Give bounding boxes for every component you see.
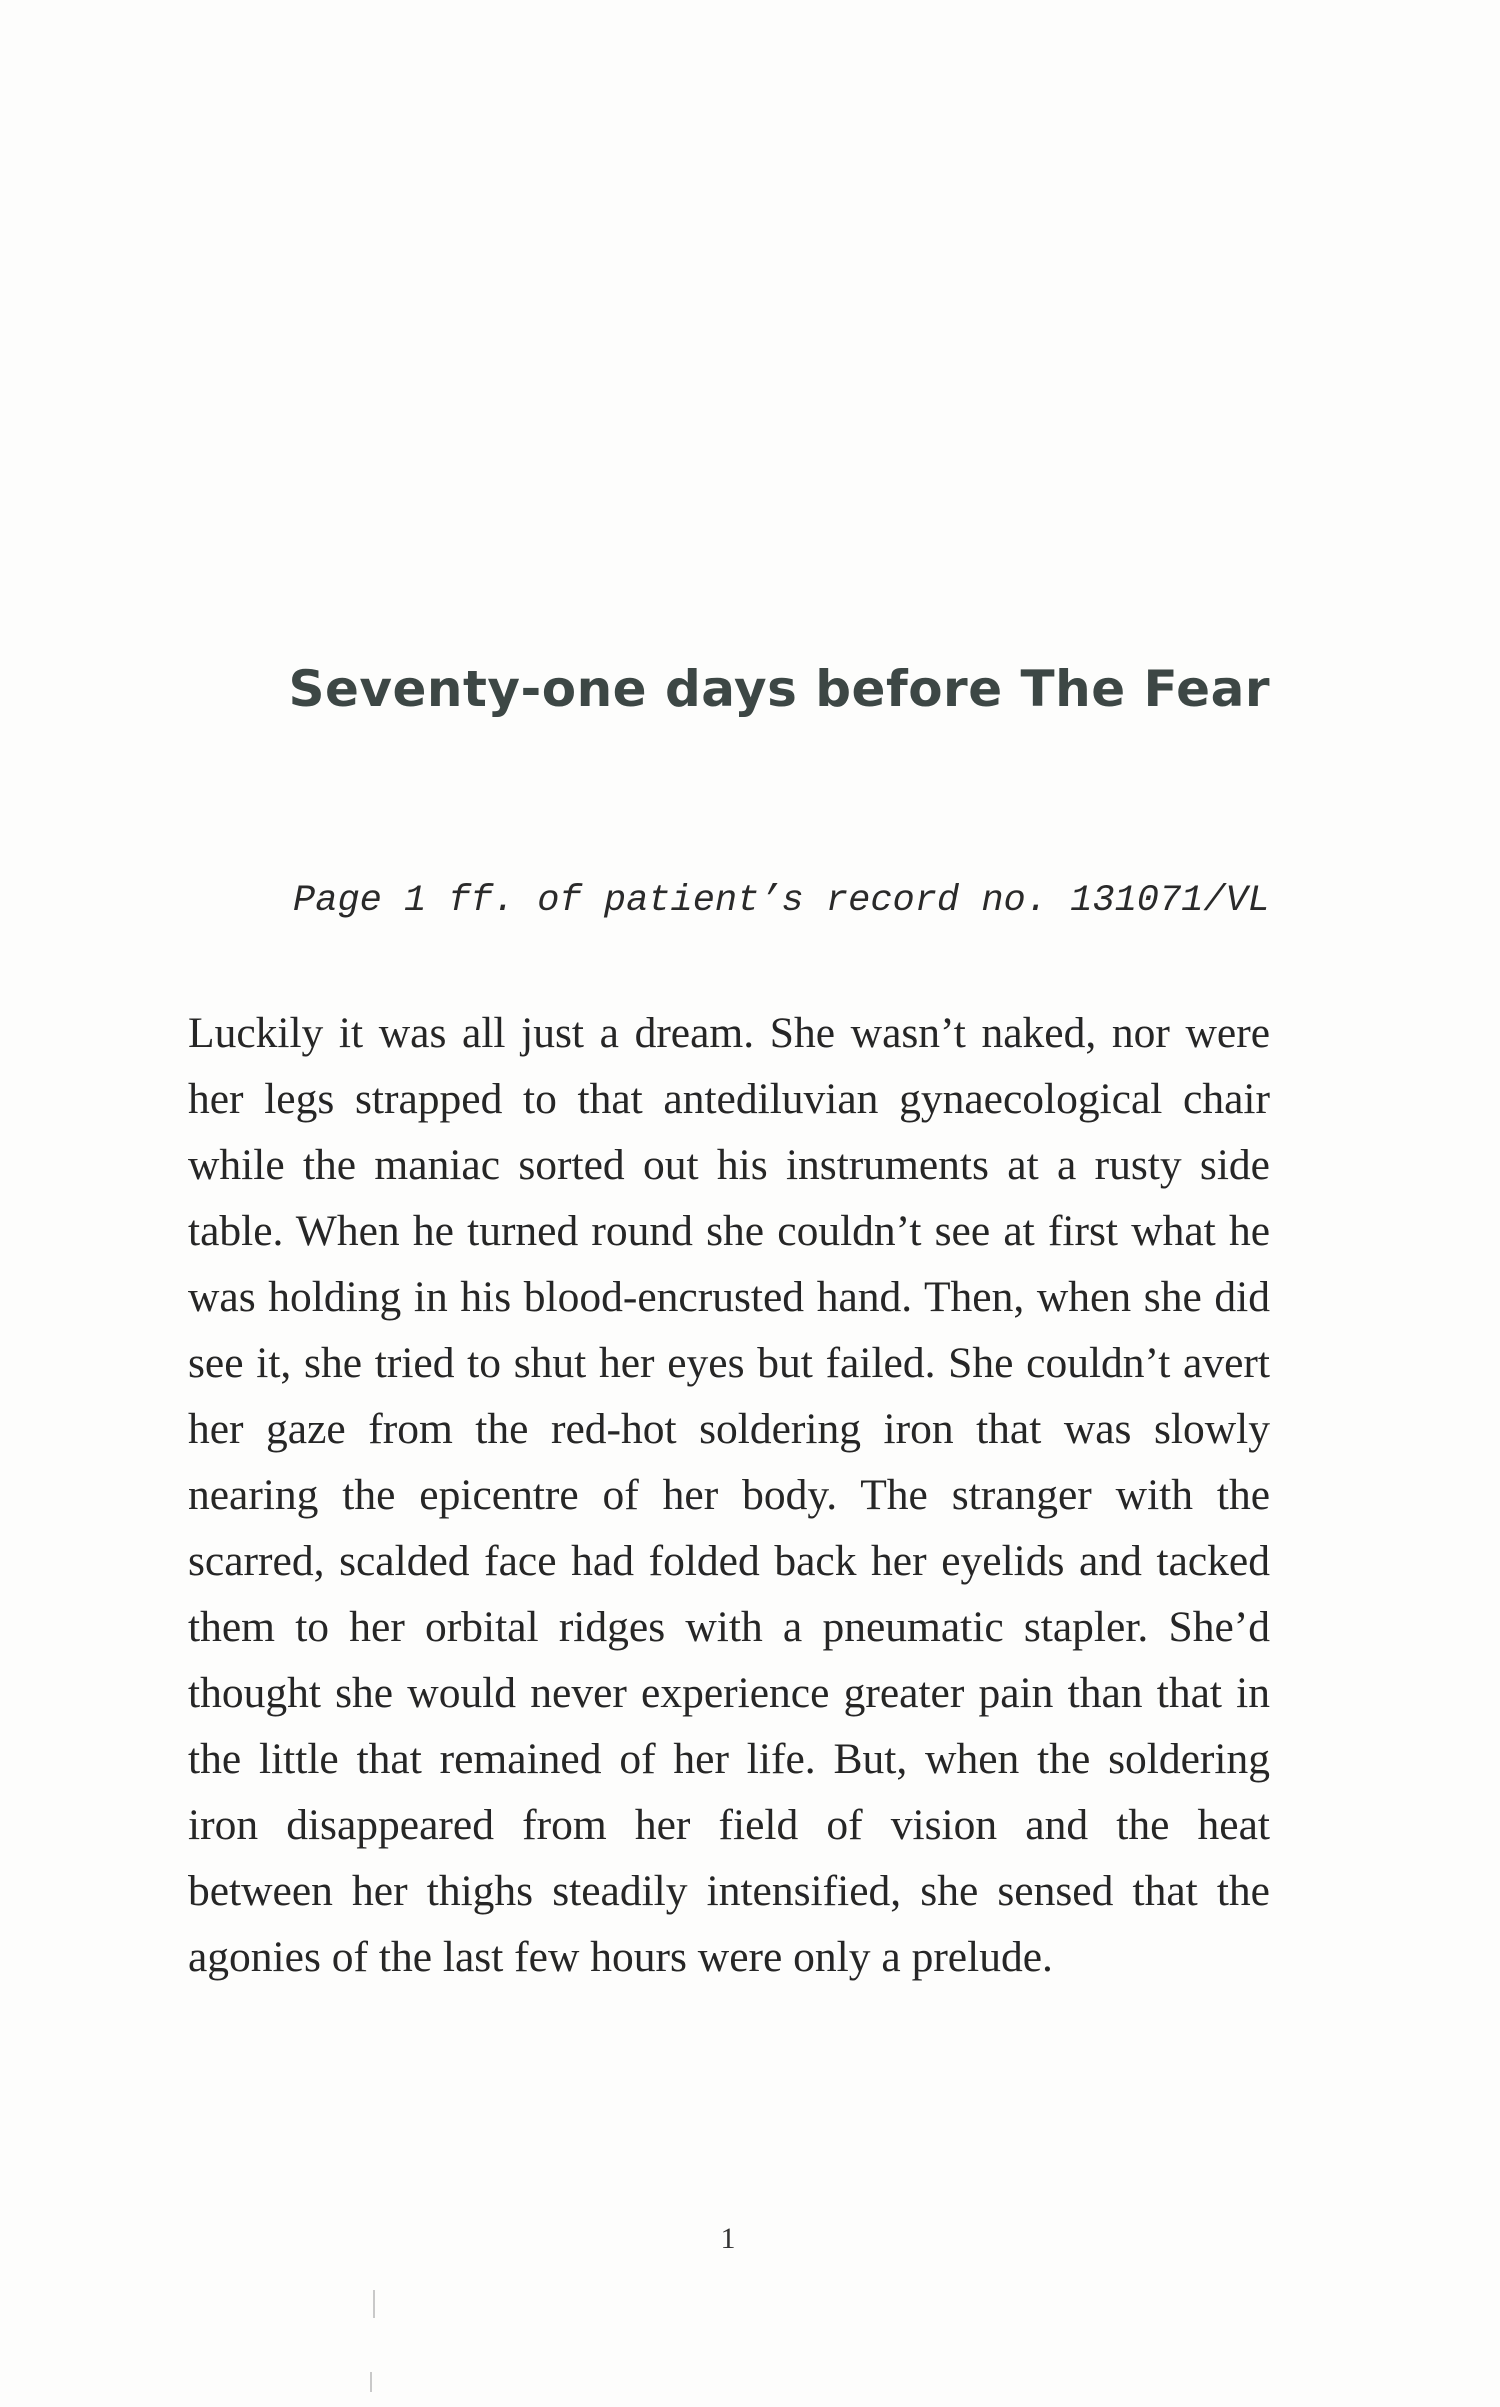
scan-artifact-mark [370, 2372, 372, 2392]
body-paragraph: Luckily it was all just a dream. She wasn’t naked, nor were her legs strapped to that antediluvian gynaecological chair while the maniac sorted out his instruments at a rusty side table. When he turned round she couldn’t see at first what he was holding in his blood-encrusted hand. Then, when she did see it, she tried to shut her eyes but failed. She couldn’t avert her gaze from the red-hot soldering iron that was slowly nearing the epicentre of her body. The stranger with the scarred, scalded face had folded back her eyelids and tacked them to her orbital ridges with a pneumatic stapler. She’d thought she would never experience greater pain than that in the little that remained of her life. But, when the soldering iron disappeared from her field of vision and the heat between her thighs steadily intensified, she sensed that the agonies of the last few hours were only a prelude. [188, 1009, 1270, 1981]
patient-record-line: Page 1 ff. of patient’s record no. 131071/VL [293, 880, 1270, 922]
scan-artifact-mark [373, 2290, 375, 2318]
chapter-title: Seventy-one days before The Fear [288, 660, 1270, 718]
page-number: 1 [720, 2222, 736, 2255]
